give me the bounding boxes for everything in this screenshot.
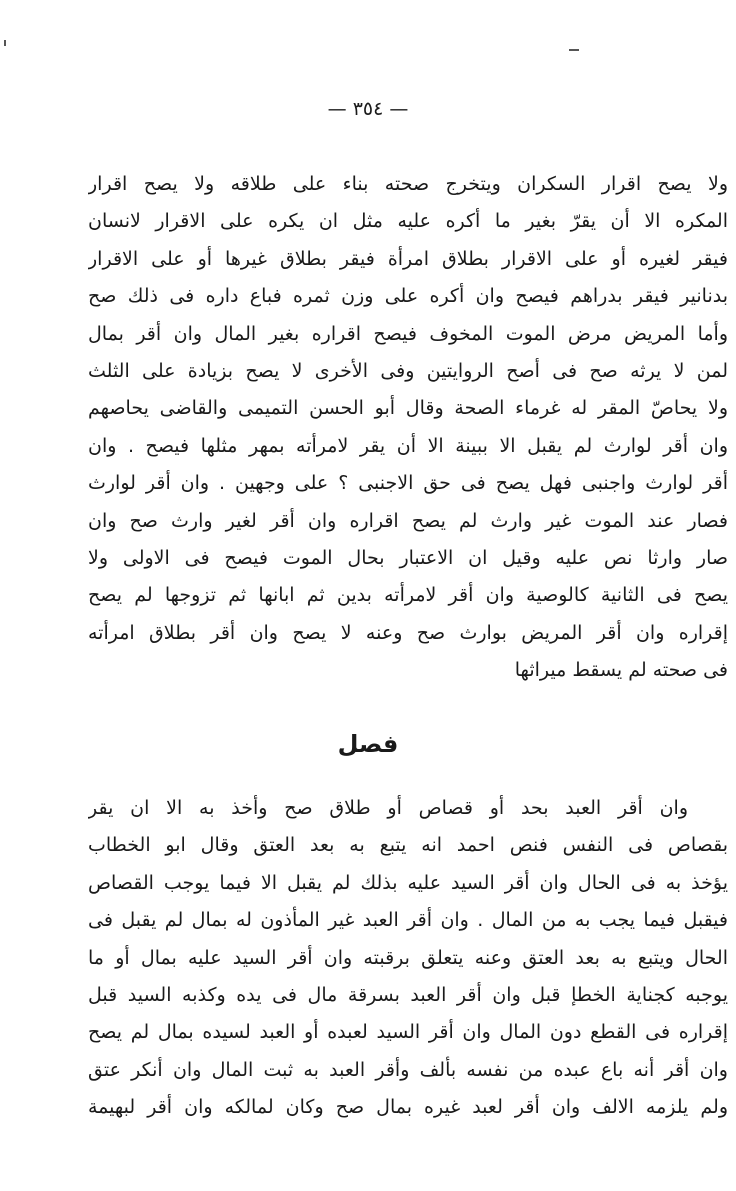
text-line: يؤخذ به فى الحال وان أقر السيد عليه بذلك لم يقبل الا فيما يوجب القصاص <box>88 871 728 894</box>
scan-mark <box>569 49 579 51</box>
text-line: إقراره وان أقر المريض بوارث صح وعنه لا يصح وان أقر بطلاق امرأته <box>88 621 728 644</box>
text-line: وأما المريض مرض الموت المخوف فيصح اقراره بغير المال وان أقر بمال <box>88 322 728 345</box>
text-line: وان أقر أنه باع عبده من نفسه بألف وأقر العبد به ثبت المال وان أنكر عتق <box>88 1058 728 1081</box>
paragraph-2 <box>88 790 728 1127</box>
text-line: المكره الا أن يقرّ بغير ما أكره عليه مثل ان يكره على الاقرار لانسان <box>88 210 728 233</box>
text-line: أقر لوارث واجنبى فهل يصح فى حق الاجنبى ؟ على وجهين . وان أقر لوارث <box>88 472 728 495</box>
text-line: بدنانير فيقر بدراهم فيصح وان أكره على وزن ثمره فباع داره فى ذلك صح <box>88 285 728 308</box>
scan-mark <box>4 40 6 46</box>
text-line: ولم يلزمه الالف وان أقر لعبد غيره بمال صح وكان لمالكه وان أقر لبهيمة <box>88 1096 728 1119</box>
text-line: وان أقر لوارث لم يقبل الا ببينة الا أن يقر لامرأته بمهر مثلها فيصح . وان <box>88 434 728 457</box>
text-line: يوجبه كجناية الخطإ قبل وان أقر العبد بسرقة مال فى يده وكذبه السيد قبل <box>88 983 728 1006</box>
text-line: فى صحته لم يسقط ميراثها <box>514 659 728 682</box>
text-line: بقصاص فى النفس فنص احمد انه يتبع به بعد العتق وقال ابو الخطاب <box>88 834 728 857</box>
text-line: صار وارثا نص عليه وقيل ان الاعتبار بحال الموت فيصح فى الاولى ولا <box>88 546 728 569</box>
text-line: ولا يصح اقرار السكران ويتخرج صحته بناء على طلاقه ولا يصح اقرار <box>88 173 728 195</box>
text-line: يصح فى الثانية كالوصية وان أقر لامرأته بدين ثم ابانها ثم تزوجها لم يصح <box>88 584 728 607</box>
text-line: لمن لا يرثه صح فى أصح الروايتين وفى الأخرى لا يصح بزيادة على الثلث <box>88 359 728 382</box>
text-line: فيقبل فيما يجب به من المال . وان أقر العبد غير المأذون له بمال لم يقبل فى <box>88 909 728 932</box>
section-heading: فصل <box>337 730 399 758</box>
text-line: فيقر لغيره أو على الاقرار بطلاق امرأة فيقر بطلاق غيرها أو على الاقرار <box>88 247 728 270</box>
text-line: وان أقر العبد بحد أو قصاص أو طلاق صح وأخذ به الا ان يقر <box>88 797 688 819</box>
text-line: الحال ويتبع به بعد العتق وعنه يتعلق برقبته وان أقر السيد عليه بمال أو ما <box>88 946 728 969</box>
page-number: — ٣٥٤ — <box>327 98 409 120</box>
text-line: ولا يحاصّ المقر له غرماء الصحة وقال أبو الحسن التميمى والقاضى يحاصهم <box>88 397 728 420</box>
text-line: إقراره فى القطع دون المال وان أقر السيد لعبده أو العبد لسيده بمال لم يصح <box>88 1021 728 1044</box>
text-line: فصار عند الموت غير وارث لم يصح اقراره وان أقر لغير وارث صح وان <box>88 509 728 532</box>
paragraph-1 <box>88 166 728 689</box>
